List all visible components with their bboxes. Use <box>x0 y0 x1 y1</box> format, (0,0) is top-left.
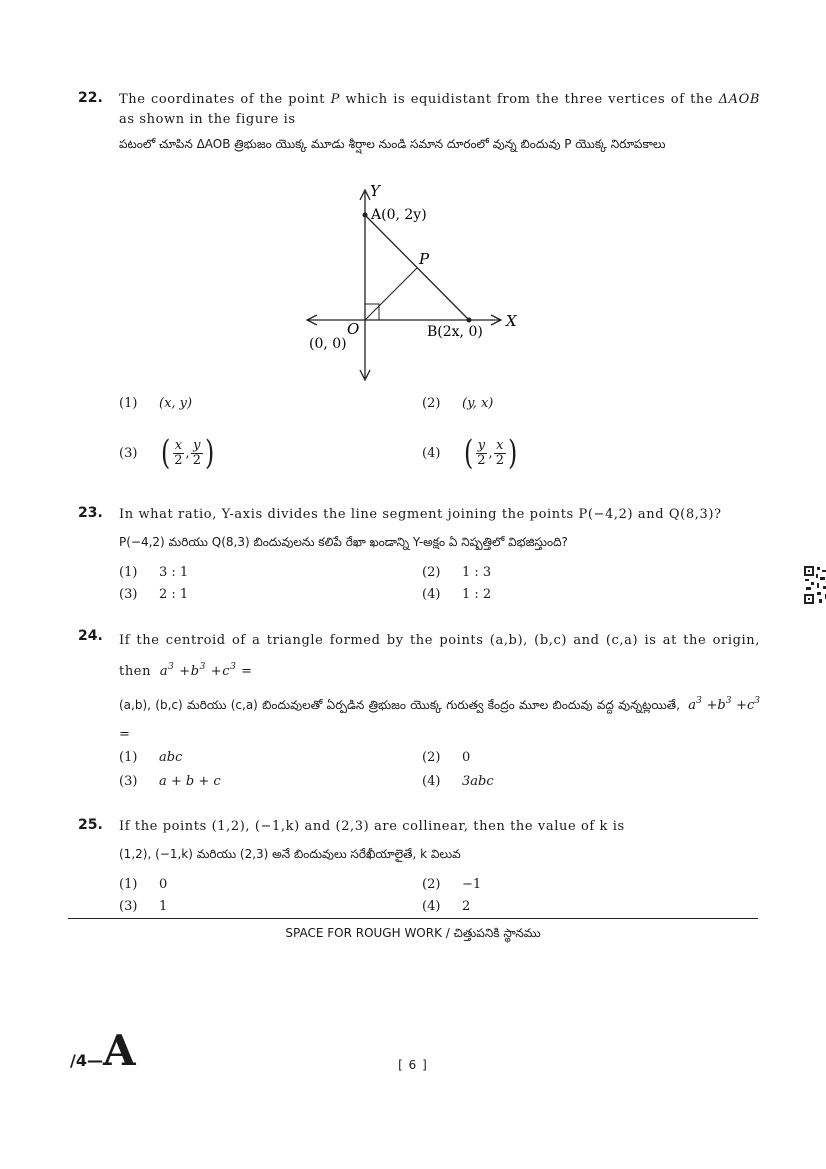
y-axis-label: Y <box>370 182 380 200</box>
origin-coords-label: (0, 0) <box>309 336 347 352</box>
telugu-translation: (1,2), (−1,k) మరియు (2,3) అనే బిందువులు సరేఖీయాలైతే, k విలువ <box>119 847 461 861</box>
telugu-translation: P(−4,2) మరియు Q(8,3) బిందువులను కలిపే రేఖా ఖండాన్ని Y-అక్షం ఏ నిష్పత్తిలో విభజిస్తుంది? <box>119 535 568 549</box>
numerator: x <box>174 437 183 453</box>
option-3[interactable] <box>119 587 188 602</box>
triangle-figure <box>295 180 535 385</box>
left-paren: ( <box>160 433 171 473</box>
option-3[interactable] <box>119 433 216 473</box>
cube-sum-expression <box>160 664 253 679</box>
option-2[interactable] <box>422 396 493 411</box>
expr-term: b <box>190 664 200 679</box>
option-value: abc <box>159 750 183 765</box>
option-1[interactable] <box>119 565 188 580</box>
question-text <box>119 90 760 154</box>
question-text-part: which is equidistant from the three vertices of the <box>345 92 714 107</box>
option-number: (3) <box>119 445 138 461</box>
origin-o-label: O <box>347 320 360 338</box>
booklet-series: A <box>102 1026 136 1075</box>
expr-term: c <box>222 664 231 679</box>
point-b <box>467 318 472 323</box>
denominator: 2 <box>477 452 486 468</box>
numerator: y <box>477 437 486 453</box>
question-text <box>119 628 760 749</box>
option-value: (x, y) <box>159 396 193 411</box>
point-p-label: P <box>419 250 430 268</box>
option-1[interactable] <box>119 877 167 892</box>
exponent: 3 <box>230 662 237 672</box>
telugu-translation: పటంలో చూపిన ΔAOB త్రిభుజం యొక్క మూడు శీర్షాల నుండి సమాన దూరంలో వున్న బిందువు P యొక్క నిరూపకాలు <box>119 137 666 151</box>
option-2[interactable] <box>422 877 481 892</box>
q23-options <box>119 565 759 609</box>
option-3[interactable] <box>119 899 167 914</box>
comma: , <box>488 445 493 461</box>
option-value: 3 : 1 <box>159 565 189 580</box>
option-value: (y, x) <box>462 396 494 411</box>
q22-options <box>119 396 759 476</box>
option-number: (1) <box>119 750 138 765</box>
equals-sign: = <box>119 727 130 742</box>
comma: , <box>185 445 190 461</box>
option-4[interactable] <box>422 587 491 602</box>
option-number: (1) <box>119 877 138 892</box>
option-2[interactable] <box>422 565 491 580</box>
plus-sign: + <box>179 664 191 679</box>
divider-line <box>68 918 758 919</box>
option-number: (4) <box>422 587 441 602</box>
option-value: 1 <box>159 899 168 914</box>
exponent: 3 <box>696 696 702 706</box>
exponent: 3 <box>199 662 206 672</box>
option-number: (4) <box>422 774 441 789</box>
numerator: y <box>193 437 201 453</box>
option-value: 0 <box>462 750 471 765</box>
qr-code-image <box>803 565 826 605</box>
x-axis-label: X <box>506 312 517 330</box>
point-b-label: B(2x, 0) <box>427 324 483 340</box>
option-4[interactable] <box>422 899 470 914</box>
question-number: 23. <box>78 505 103 521</box>
fraction <box>191 439 203 468</box>
question-text <box>119 505 760 555</box>
plus-sign: + <box>210 664 223 679</box>
option-value <box>462 433 519 473</box>
exponent: 3 <box>754 696 760 706</box>
question-text <box>119 817 760 867</box>
option-number: (2) <box>422 565 441 580</box>
question-number: 24. <box>78 628 103 644</box>
option-number: (1) <box>119 565 138 580</box>
expr-term: c <box>746 698 755 713</box>
option-number: (4) <box>422 899 441 914</box>
denominator: 2 <box>192 452 201 468</box>
left-paren: ( <box>463 433 474 473</box>
option-number: (2) <box>422 750 441 765</box>
denominator: 2 <box>495 452 504 468</box>
variable-p: P <box>330 92 340 107</box>
question-24 <box>78 628 760 749</box>
question-23 <box>78 505 760 555</box>
option-value: 1 : 2 <box>462 587 492 602</box>
telugu-text-part: (a,b), (b,c) మరియు (c,a) బిందువులతో ఏర్పడిన త్రిభుజం యొక్క గురుత్వ కేంద్రం మూల బిందువు వద్ద వున్నట్లయితే, <box>119 698 680 712</box>
equals-sign: = <box>241 664 253 679</box>
option-number: (2) <box>422 877 441 892</box>
option-number: (3) <box>119 899 138 914</box>
denominator: 2 <box>174 452 183 468</box>
rough-work-label: SPACE FOR ROUGH WORK / చిత్తుపనికి స్థానము <box>285 926 541 940</box>
question-number: 25. <box>78 817 103 833</box>
q25-options <box>119 877 759 919</box>
question-text-part: The coordinates of the point <box>119 92 326 107</box>
option-value: 0 <box>159 877 168 892</box>
option-4[interactable] <box>422 433 519 473</box>
option-number: (3) <box>119 587 138 602</box>
question-22 <box>78 90 760 154</box>
question-text-part: If the points (1,2), (−1,k) and (2,3) are collinear, then the value of k is <box>119 819 625 834</box>
segment-op <box>365 268 417 320</box>
option-number: (4) <box>422 445 441 461</box>
option-number: (3) <box>119 774 138 789</box>
page-number: [ 6 ] <box>398 1058 428 1072</box>
option-4[interactable] <box>422 774 494 789</box>
option-value: 3abc <box>462 774 494 789</box>
option-value: 2 : 1 <box>159 587 189 602</box>
question-text-part: If the centroid of a triangle formed by the points (a,b), (b,c) and (c,a) is at the origin, then <box>119 633 760 679</box>
option-number: (2) <box>422 396 441 411</box>
option-1[interactable] <box>119 750 182 765</box>
numerator: x <box>496 437 504 453</box>
option-value: −1 <box>462 877 482 892</box>
fraction <box>172 439 184 468</box>
option-1[interactable] <box>119 396 192 411</box>
exponent: 3 <box>725 696 732 706</box>
option-value: 2 <box>462 899 471 914</box>
option-2[interactable] <box>422 750 470 765</box>
question-text-part: In what ratio, Y-axis divides the line segment joining the points P(−4,2) and Q(8,3)? <box>119 507 722 522</box>
option-number: (1) <box>119 396 138 411</box>
plus-sign: + <box>706 698 718 713</box>
point-a <box>363 213 368 218</box>
booklet-prefix: /4— <box>70 1051 103 1070</box>
exponent: 3 <box>168 662 175 672</box>
point-a-label: A(0, 2y) <box>371 207 427 223</box>
option-value: 1 : 3 <box>462 565 492 580</box>
question-text-part: as shown in the figure is <box>119 112 296 127</box>
question-number: 22. <box>78 90 103 106</box>
triangle-label: ΔAOB <box>718 92 761 107</box>
plus-sign: + <box>736 698 747 713</box>
question-25 <box>78 817 760 867</box>
q24-options <box>119 750 759 794</box>
expr-term: a <box>688 698 697 713</box>
expr-term: b <box>717 698 726 713</box>
option-value: a + b + c <box>159 774 221 789</box>
option-value <box>159 433 216 473</box>
expr-term: a <box>159 664 169 679</box>
fraction <box>494 439 506 468</box>
option-3[interactable] <box>119 774 221 789</box>
telugu-translation <box>119 687 760 749</box>
right-paren: ) <box>507 433 518 473</box>
fraction <box>475 439 487 468</box>
right-paren: ) <box>204 433 215 473</box>
